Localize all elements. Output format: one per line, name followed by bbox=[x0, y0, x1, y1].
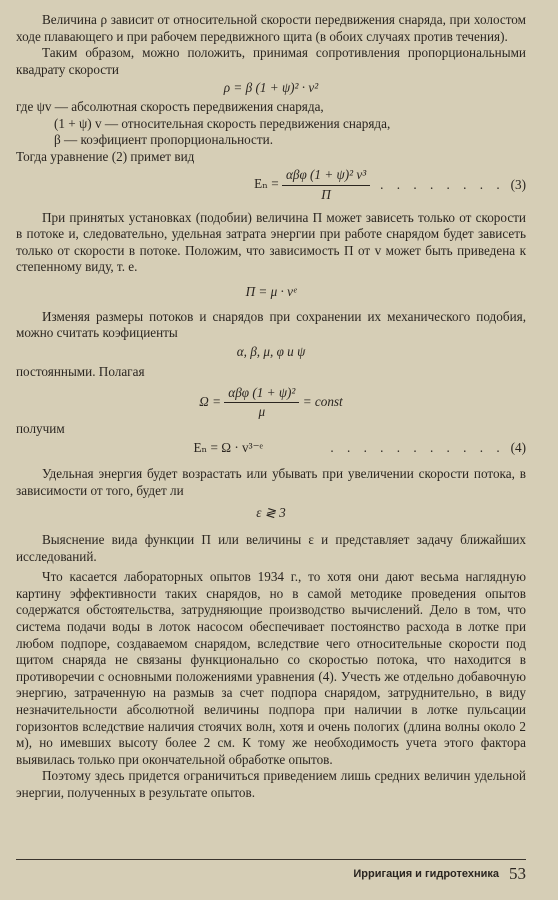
equation-3-fraction bbox=[282, 167, 370, 203]
paragraph-resistance-assumption: Таким образом, можно положить, принимая сопротивления пропорциональными квадрату скорости bbox=[16, 45, 526, 77]
formula-omega-numerator: αβφ (1 + ψ)² bbox=[224, 385, 299, 404]
formula-omega-fraction bbox=[224, 385, 299, 421]
equation-3-lhs: Eₙ = bbox=[254, 176, 279, 192]
paragraph-velocity-dependence: Величина ρ зависит от относительной скорости передвижения снаряда, при холостом ходе плавающего и при рабочем передвижного щита (в обоих случаях против течения). bbox=[16, 12, 526, 44]
formula-omega-denominator: μ bbox=[258, 404, 266, 420]
paragraph-constant: постоянными. Полагая bbox=[16, 364, 145, 380]
page bbox=[16, 12, 526, 888]
page-footer bbox=[16, 859, 526, 888]
equation-3-tag: (3) bbox=[510, 177, 526, 193]
paragraph-then-equation: Тогда уравнение (2) примет вид bbox=[16, 148, 195, 164]
paragraph-conclusion: Поэтому здесь придется ограничиться приведением лишь средних величин удельной энергии, полученных в результате опытов. bbox=[16, 768, 526, 800]
equation-4 bbox=[16, 440, 526, 457]
formula-epsilon: ε ≷ 3 bbox=[256, 505, 286, 521]
page-number: 53 bbox=[509, 863, 526, 883]
paragraph-function-study: Выяснение вида функции Π или величины ε и представляет задачу ближайших исследований. bbox=[16, 532, 526, 564]
paragraph-specific-energy: Удельная энергия будет возрастать или убывать при увеличении скорости потока, в зависимости от того, будет ли bbox=[16, 466, 526, 498]
formula-omega-rhs: = const bbox=[302, 394, 343, 409]
formula-rho: ρ = β (1 + ψ)² · v² bbox=[223, 80, 319, 96]
paragraph-lab-experiments: Что касается лабораторных опытов 1934 г., то хотя они дают весьма наглядную картину эффективности таких снарядов, но в самой методике проведения опытов содержатся обстоятельства, затрудняющие производство вычислений. Дело в том, что система подачи воды в лоток насосом обеспечивает постоянство расхода в лотке при любом подпоре, создаваемом снарядом, вследствие чего относительные скорости под щитом снаряда не связаны функционально со скоростью потока, что находится в противоречии с основными положениями уравнения (4). Учесть же отдельно добавочную энергию, затраченную на размыв за счет подпора снарядом, затруднительно, в виду незначительности абсолютной величины подпора при наличии в лотке пульсации горизонтов вследствие наличия стоячих волн, хотя и очень пологих (длина волны около 2 м), но имевших высоту более 2 см. К тому же необходимость учета этого фактора выявилась только при окончательной обработке опытов. bbox=[16, 569, 526, 767]
formula-pi: Π = μ · vᵉ bbox=[245, 283, 297, 299]
paragraph-scaling: Изменяя размеры потоков и снарядов при сохранении их механического подобия, можно считать коэфициенты bbox=[16, 308, 526, 341]
formula-omega-lhs: Ω = bbox=[199, 394, 221, 409]
equation-4-body: Eₙ = Ω · v³⁻ᵉ bbox=[193, 439, 263, 455]
formula-coefficients: α, β, μ, φ и ψ bbox=[236, 343, 306, 359]
equation-4-tag: (4) bbox=[510, 439, 526, 455]
equation-4-dots: . . . . . . . . . . . bbox=[330, 439, 505, 455]
equation-3-dots: . . . . . . . . bbox=[380, 177, 505, 193]
formula-omega bbox=[16, 385, 526, 421]
definition-beta: β — коэфициент пропорциональности. bbox=[54, 132, 274, 148]
equation-3-numerator: αβφ (1 + ψ)² v³ bbox=[282, 167, 370, 186]
equation-3 bbox=[16, 167, 526, 203]
definition-relative-speed: (1 + ψ) v — относительная скорость передвижения снаряда, bbox=[54, 115, 391, 131]
paragraph-similarity: При принятых установках (подобии) величина Π может зависеть только от скорости в потоке и, следовательно, удельная затрата энергии при работе снарядом будет зависеть только от скорости в потоке. Положим, что зависимость Π от v может быть приведена к степенному виду, т. е. bbox=[16, 209, 526, 275]
paragraph-we-get: получим bbox=[16, 421, 65, 437]
definition-absolute-speed: где ψv — абсолютная скорость передвижения снаряда, bbox=[16, 98, 324, 114]
journal-title: Ирригация и гидротехника bbox=[353, 867, 499, 880]
equation-3-denominator: Π bbox=[321, 186, 331, 202]
